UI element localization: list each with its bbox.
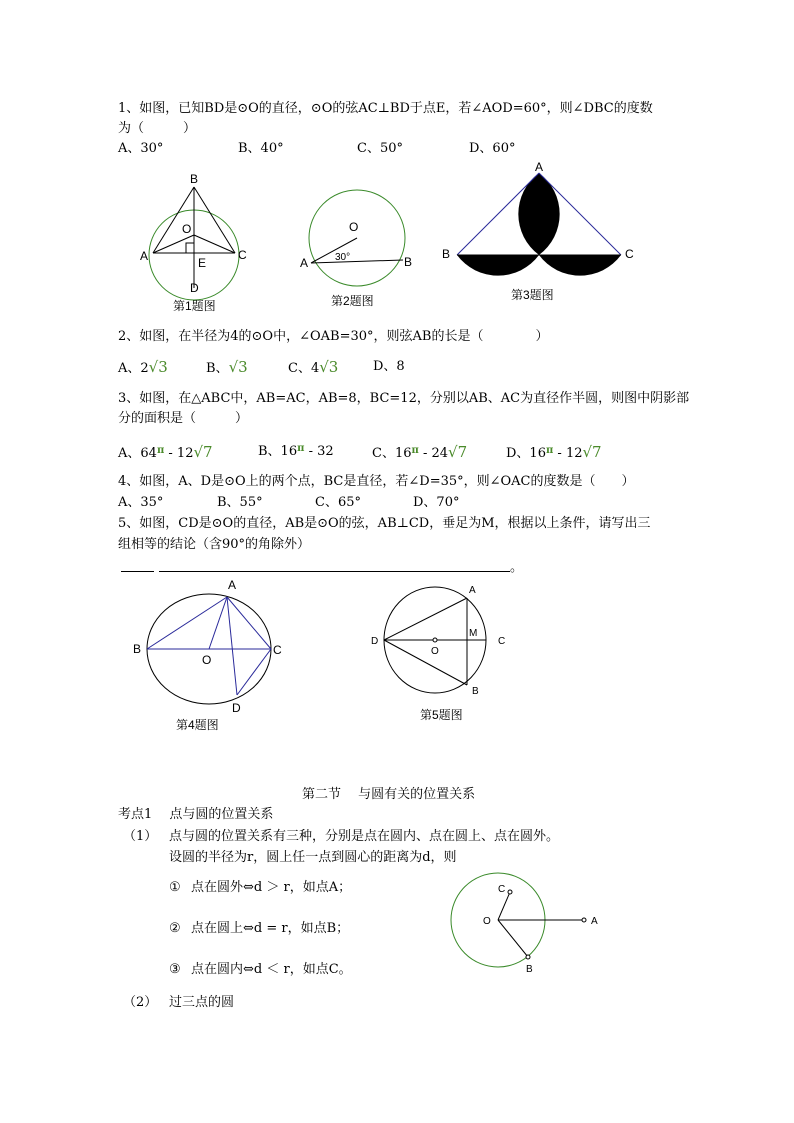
- q5-line2: 组相等的结论（含90°的角除外）: [118, 537, 311, 552]
- fig5-label-a: A: [469, 585, 476, 596]
- fig1-caption: 第1题图: [173, 299, 216, 313]
- row2-number: ②: [169, 921, 181, 936]
- fig1-label-e: E: [198, 256, 207, 270]
- q1-option-b: B、40°: [238, 141, 284, 156]
- figure-5: [368, 578, 518, 703]
- fig4-label-d: D: [232, 701, 241, 715]
- row3-text: 点在圆内⇔d ＜ r，如点C。: [191, 962, 352, 977]
- item1-line2: 设圆的半径为r，圆上任一点到圆心的距离为d，则: [169, 850, 457, 865]
- q1-option-c: C、50°: [357, 141, 403, 156]
- q2-option-d: D、8: [373, 359, 405, 374]
- q5-answer-line-1[interactable]: [121, 571, 154, 572]
- fig1-label-a: A: [140, 249, 149, 263]
- fig2-label-angle: 30°: [335, 252, 351, 263]
- q4-question: 4、如图，A、D是⊙O上的两个点，BC是直径，若∠D=35°，则∠OAC的度数是（ ）: [118, 474, 635, 489]
- point1-heading: 考点1 点与圆的位置关系: [118, 807, 274, 822]
- fig1-label-b: B: [190, 172, 199, 186]
- item2-number: （2）: [123, 995, 158, 1010]
- item1-line1: 点与圆的位置关系有三种，分别是点在圆内、点在圆上、点在圆外。: [169, 829, 560, 844]
- q3-option-b: B、16π - 32: [258, 443, 334, 459]
- row3-number: ③: [169, 962, 181, 977]
- q4-option-a: A、35°: [118, 495, 164, 510]
- fig5-label-o: O: [431, 646, 439, 657]
- item1-number: （1）: [123, 829, 158, 844]
- row1-text: 点在圆外⇔d ＞ r，如点A；: [191, 880, 352, 895]
- fig6-label-o: O: [483, 916, 491, 927]
- q4-option-d: D、70°: [413, 495, 460, 510]
- fig3-label-a: A: [535, 160, 544, 174]
- fig3-caption: 第3题图: [511, 288, 554, 302]
- q4-option-c: C、65°: [315, 495, 361, 510]
- fig2-caption: 第2题图: [331, 294, 374, 308]
- fig5-label-c: C: [498, 636, 506, 647]
- figure-6: [440, 870, 610, 980]
- fig3-label-c: C: [625, 247, 634, 261]
- fig5-label-b: B: [472, 686, 479, 697]
- section-title: 第二节 与圆有关的位置关系: [302, 787, 476, 802]
- figure-4: [130, 575, 290, 715]
- q5-line1: 5、如图，CD是⊙O的直径，AB是⊙O的弦，AB⊥CD，垂足为M，根据以上条件，请写出三: [118, 516, 651, 531]
- q1-line1: 1、如图，已知BD是⊙O的直径，⊙O的弦AC⊥BD于点E，若∠AOD=60°，则∠DBC的度数: [118, 101, 653, 116]
- fig1-label-d: D: [190, 281, 199, 295]
- fig5-label-d: D: [371, 636, 379, 647]
- q3-line2: 分的面积是（ ）: [118, 411, 249, 426]
- q5-answer-end: 。: [510, 560, 524, 575]
- fig4-caption: 第4题图: [176, 718, 219, 732]
- fig3-label-b: B: [442, 247, 451, 261]
- fig4-label-c: C: [273, 643, 282, 657]
- fig6-label-a: A: [591, 916, 598, 927]
- q2-option-b: B、√3: [206, 358, 248, 376]
- figure-2: [295, 185, 420, 295]
- q5-answer-line-2[interactable]: [159, 571, 510, 572]
- row1-number: ①: [169, 880, 181, 895]
- fig2-label-o: O: [349, 220, 359, 234]
- q1-line2: 为（ ）: [118, 121, 197, 136]
- fig6-label-b: B: [526, 964, 533, 975]
- fig4-label-o: O: [202, 653, 212, 667]
- row2-text: 点在圆上⇔d = r，如点B；: [191, 921, 350, 936]
- q3-option-c: C、16π - 24√7: [372, 443, 468, 461]
- fig4-label-a: A: [228, 578, 237, 592]
- fig2-label-a: A: [300, 256, 309, 270]
- fig5-label-m: M: [469, 628, 478, 639]
- item2-text: 过三点的圆: [169, 995, 235, 1010]
- q2-option-c: C、4√3: [288, 358, 339, 376]
- q2-option-a: A、2√3: [118, 358, 168, 376]
- fig4-label-b: B: [133, 642, 142, 656]
- fig2-label-b: B: [404, 255, 413, 269]
- figure-3: [438, 158, 663, 293]
- q1-option-d: D、60°: [469, 141, 516, 156]
- q1-option-a: A、30°: [118, 141, 164, 156]
- q4-option-b: B、55°: [217, 495, 263, 510]
- fig1-label-c: C: [238, 248, 247, 262]
- q3-line1: 3、如图，在△ABC中，AB=AC，AB=8，BC=12，分别以AB、AC为直径作半圆，则图中阴影部: [118, 391, 690, 406]
- q2-question: 2、如图，在半径为4的⊙O中，∠OAB=30°，则弦AB的长是（ ）: [118, 329, 549, 344]
- q3-option-a: A、64π - 12√7: [118, 443, 213, 461]
- q3-option-d: D、16π - 12√7: [506, 443, 602, 461]
- fig6-label-c: C: [498, 884, 506, 895]
- fig5-caption: 第5题图: [420, 708, 463, 722]
- fig1-label-o: O: [182, 222, 192, 236]
